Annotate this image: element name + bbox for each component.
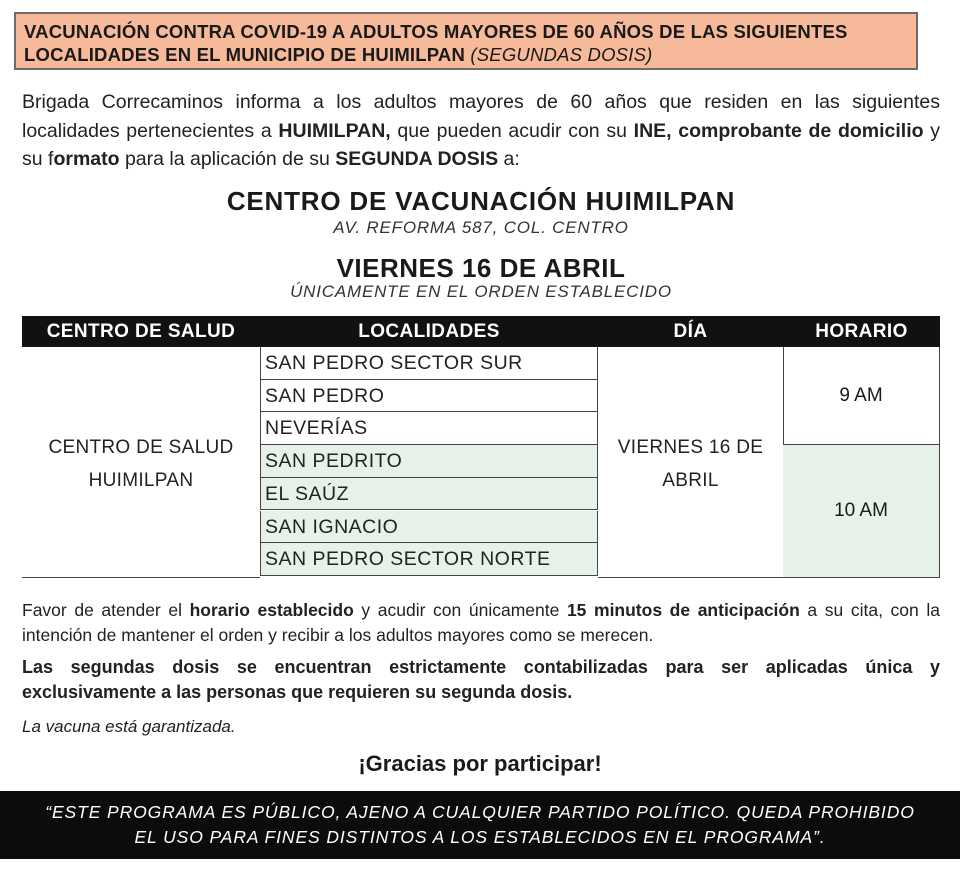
vaccination-center-name: CENTRO DE VACUNACIÓN HUIMILPAN	[226, 186, 736, 216]
dia-line1: VIERNES 16 DE	[617, 437, 764, 458]
list-item: SAN PEDRO	[260, 380, 598, 413]
intro-bold-comprobante: comprobante de domicilio	[678, 119, 924, 142]
list-item: SAN PEDRO SECTOR NORTE	[260, 543, 598, 576]
note1-text-a: Favor de atender el	[22, 600, 190, 620]
horario-cell-2	[783, 445, 940, 578]
table-header-centro: CENTRO DE SALUD	[22, 316, 260, 347]
header-banner	[14, 12, 918, 70]
vaccination-center-address: AV. REFORMA 587, COL. CENTRO	[333, 218, 629, 237]
note1-bold-minutos: 15 minutos de anticipación	[566, 600, 800, 620]
note-guarantee: La vacuna está garantizada.	[22, 717, 236, 736]
centro-line1: CENTRO DE SALUD	[48, 437, 234, 458]
note-doses: Las segundas dosis se encuentran estrictamente contabilizadas para ser aplicadas única y exclusivamente a las personas que requieren su segunda dosis.	[22, 657, 940, 702]
note1-text-c: y acudir con únicamente	[353, 600, 567, 620]
list-item: NEVERÍAS	[260, 412, 598, 445]
thanks-message: ¡Gracias por participar!	[358, 751, 602, 776]
table-header-localidades: LOCALIDADES	[260, 316, 598, 347]
dia-bottom-border	[598, 577, 783, 578]
intro-text-4: para la aplicación de su	[119, 148, 336, 170]
header-title-line2-text: LOCALIDADES EN EL MUNICIPIO DE HUIMILPAN	[24, 44, 466, 65]
horario-9am: 9 AM	[839, 385, 883, 406]
table-header-dia: DÍA	[598, 316, 783, 347]
note1-text-e: a su cita, con la intención de mantener el orden y recibir a los adultos mayores como se merecen.	[22, 600, 940, 645]
intro-text-5: a:	[498, 148, 520, 170]
table-header-horario: HORARIO	[783, 316, 940, 347]
table-cell-centro	[22, 431, 260, 497]
list-item: SAN IGNACIO	[260, 511, 598, 544]
header-title-line2	[24, 43, 908, 66]
intro-text-3: y su f	[22, 119, 940, 170]
intro-bold-formato: ormato	[53, 148, 120, 170]
header-subtitle: (SEGUNDAS DOSIS)	[470, 44, 653, 65]
intro-bold-huimilpan: HUIMILPAN,	[278, 119, 391, 142]
note-schedule	[22, 598, 940, 648]
intro-bold-segunda-dosis: SEGUNDA DOSIS	[335, 148, 499, 170]
intro-text-1: Brigada Correcaminos informa a los adultos mayores de 60 años que residen en las siguientes localidades pertenecientes a	[22, 91, 940, 142]
footer-banner	[0, 791, 960, 859]
list-item: SAN PEDRITO	[260, 445, 598, 478]
horario-10am: 10 AM	[834, 500, 888, 521]
table-bottom-border	[22, 577, 260, 578]
footer-line1: “ESTE PROGRAMA ES PÚBLICO, AJENO A CUALQUIER PARTIDO POLÍTICO. QUEDA PROHIBIDO	[45, 802, 915, 822]
note1-bold-horario: horario establecido	[189, 600, 354, 620]
intro-bold-ine: INE,	[633, 119, 672, 142]
intro-text-2: que pueden acudir con su	[390, 119, 634, 142]
centro-line2: HUIMILPAN	[88, 470, 194, 491]
schedule-day-title: VIERNES 16 DE ABRIL	[336, 253, 626, 283]
horario-cell-1	[783, 347, 940, 445]
schedule-table	[22, 316, 940, 578]
table-cell-dia	[598, 431, 783, 497]
header-title-line1: VACUNACIÓN CONTRA COVID-19 A ADULTOS MAYORES DE 60 AÑOS DE LAS SIGUIENTES	[24, 21, 848, 42]
list-item: EL SAÚZ	[260, 478, 598, 511]
footer-line2: EL USO PARA FINES DISTINTOS A LOS ESTABLECIDOS EN EL PROGRAMA”.	[134, 827, 826, 847]
intro-paragraph	[22, 88, 940, 174]
list-item: SAN PEDRO SECTOR SUR	[260, 347, 598, 380]
schedule-order-note: ÚNICAMENTE EN EL ORDEN ESTABLECIDO	[290, 282, 672, 301]
dia-line2: ABRIL	[662, 470, 719, 491]
